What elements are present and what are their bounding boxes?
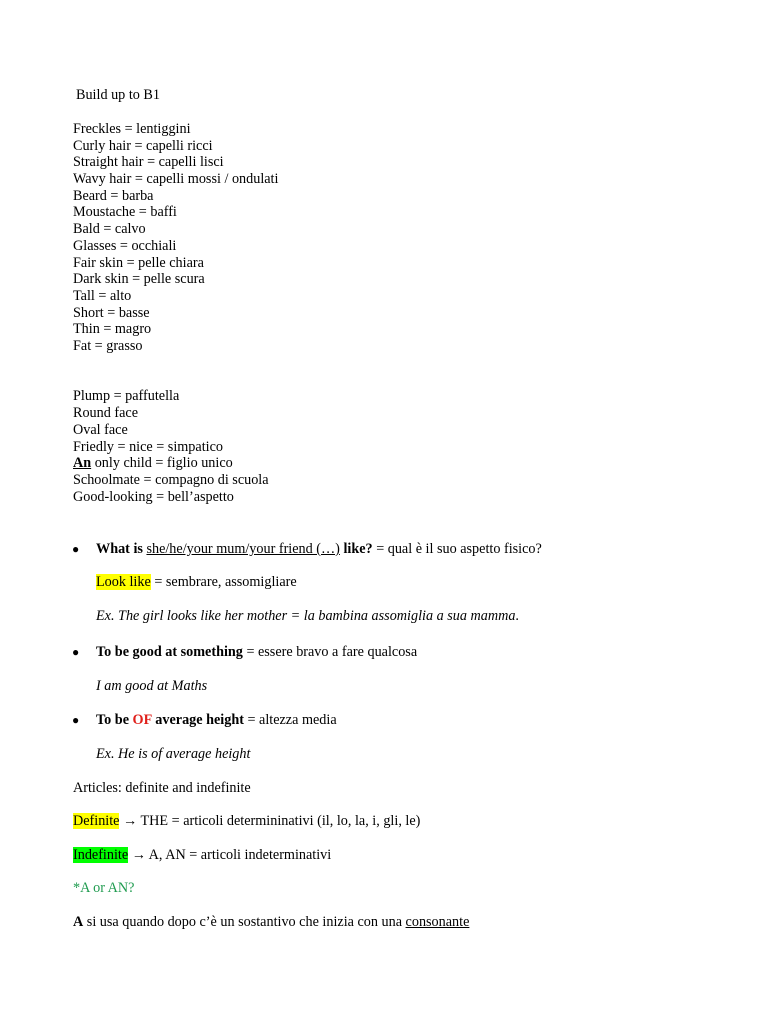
vocab-item: Glasses = occhiali (73, 237, 177, 254)
vocab-item: Wavy hair = capelli mossi / ondulati (73, 171, 279, 187)
vocab-item: Bald = calvo (73, 221, 146, 237)
vocab-item: Schoolmate = compagno di scuola (73, 472, 269, 488)
indefinite-text: A, AN = articoli indeterminativi (148, 847, 332, 863)
definite-text: THE = articoli determininativi (il, lo, la, i, gli, le) (140, 813, 421, 829)
vocab-item: Tall = alto (73, 287, 132, 304)
a-or-an-heading: *A or AN? (73, 880, 135, 896)
vocab-item: Beard = barba (73, 187, 154, 204)
item-translation: = qual è il suo aspetto fisico? (372, 541, 542, 557)
definite-line (73, 813, 420, 830)
highlight-indefinite: Indefinite (73, 847, 129, 863)
vocab-item: Fat = grasso (73, 338, 143, 354)
vocab-item: Fair skin = pelle chiara (73, 254, 204, 271)
vocab-item: Curly hair = capelli ricci (73, 137, 213, 154)
indefinite-line (73, 847, 331, 864)
highlight-definite: Definite (73, 813, 120, 829)
item-bold: What is (96, 541, 147, 557)
item-underlined: she/he/your mum/your friend (…) (146, 541, 340, 557)
example-period: . (515, 608, 519, 624)
document-title: Build up to B1 (76, 87, 160, 103)
red-emphasis: OF (132, 712, 152, 728)
vocab-item: Round face (73, 405, 139, 421)
articles-heading: Articles: definite and indefinite (73, 780, 251, 796)
item-translation: = essere bravo a fare qualcosa (242, 644, 418, 660)
item-look-like (96, 574, 297, 591)
vocab-item-only-child (73, 455, 233, 472)
vocab-item: Oval face (73, 421, 128, 438)
vocab-item: Good-looking = bell’aspetto (73, 488, 234, 505)
highlight-look-like: Look like (96, 574, 151, 590)
example-sentence: I am good at Maths (96, 678, 208, 694)
bullet-icon: ● (72, 713, 80, 727)
item-bold: average height (151, 712, 244, 728)
rule-underlined: consonante (405, 914, 470, 930)
item-translation: = sembrare, assomigliare (150, 574, 297, 590)
only-child-text: only child = figlio unico (91, 455, 233, 471)
item-what-is-like (96, 541, 542, 558)
vocab-item: Short = basse (73, 304, 150, 321)
arrow-icon: → (128, 847, 149, 863)
vocab-item: Straight hair = capelli lisci (73, 154, 224, 170)
vocab-item: Friedly = nice = simpatico (73, 438, 223, 455)
item-bold: To be (96, 712, 133, 728)
article-an: An (73, 455, 92, 471)
vocab-item: Thin = magro (73, 321, 152, 337)
example-sentence: Ex. He is of average height (96, 746, 251, 762)
example-text: Ex. The girl looks like her mother = la bambina assomiglia a sua mamma (96, 608, 516, 624)
item-bold: To be good at something (96, 644, 243, 660)
rule-text: si usa quando dopo c’è un sostantivo che inizia con una (83, 914, 406, 930)
item-bold: like? (339, 541, 373, 557)
arrow-icon: → (119, 813, 141, 829)
article-rule (73, 914, 469, 931)
vocab-item: Freckles = lentiggini (73, 121, 191, 137)
rule-bold: A (73, 914, 84, 930)
example-sentence (96, 608, 519, 625)
vocab-item: Dark skin = pelle scura (73, 271, 205, 287)
vocab-item: Plump = paffutella (73, 388, 180, 404)
item-translation: = altezza media (243, 712, 337, 728)
bullet-icon: ● (72, 542, 80, 556)
item-average-height (96, 712, 337, 729)
vocab-item: Moustache = baffi (73, 204, 177, 220)
item-good-at (96, 644, 417, 661)
bullet-icon: ● (72, 645, 80, 659)
